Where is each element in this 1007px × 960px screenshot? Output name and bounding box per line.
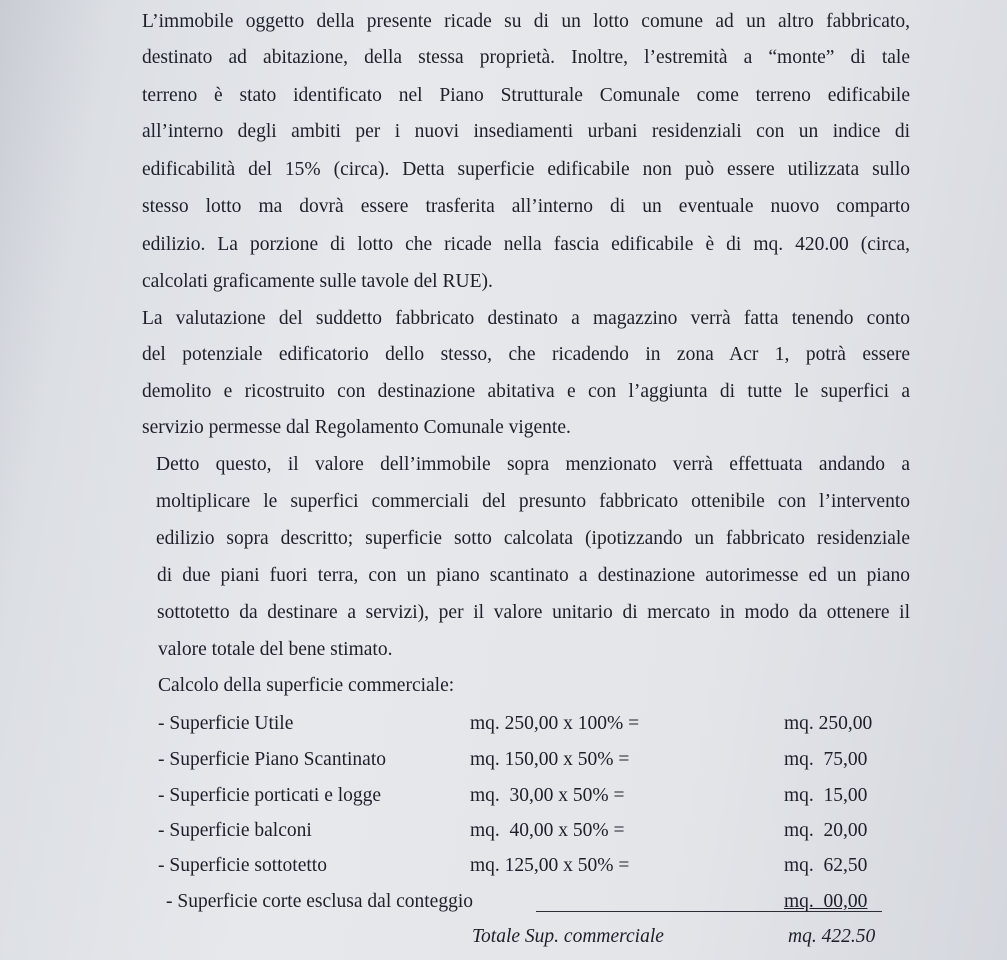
calc-row-label: - Superficie porticati e logge (158, 785, 382, 806)
paragraph-line: all’interno degli ambiti per i nuovi insediamenti urbani residenziali con un indice di (142, 121, 910, 142)
calc-row-result: mq. 250,00 (784, 713, 873, 734)
paragraph-line: valore totale del bene stimato. (158, 639, 393, 660)
paragraph-line: edilizio sopra descritto; superficie sotto calcolata (ipotizzando un fabbricato residenziale (156, 528, 910, 549)
paragraph-line: demolito e ricostruito con destinazione abitativa e con l’aggiunta di tutte le superfici a (142, 381, 910, 402)
paragraph-line: edificabilità del 15% (circa). Detta superficie edificabile non può essere utilizzata sullo (142, 159, 910, 180)
section-heading: Calcolo della superficie commerciale: (158, 675, 455, 696)
calc-row-formula: mq. 125,00 x 50% = (470, 855, 630, 876)
calc-row (158, 818, 898, 844)
total-row (158, 924, 898, 950)
paragraph-line: L’immobile oggetto della presente ricade su di un lotto comune ad un altro fabbricato, (142, 11, 910, 32)
calc-row-label: - Superficie Utile (158, 713, 294, 734)
excluded-row-label: - Superficie corte esclusa dal conteggio (166, 891, 474, 912)
paragraph-line: di due piani fuori terra, con un piano scantinato a destinazione autorimesse ed un piano (157, 565, 910, 586)
calc-row-formula: mq. 250,00 x 100% = (470, 713, 640, 734)
paragraph-line: sottotetto da destinare a servizi), per il valore unitario di mercato in modo da ottenere il (157, 602, 910, 623)
paragraph-line: stesso lotto ma dovrà essere trasferita all’interno di un eventuale nuovo comparto (142, 196, 910, 217)
total-row-result: mq. 422.50 (788, 926, 876, 947)
excluded-row-result: mq. 00,00 (784, 891, 868, 912)
paragraph-line: moltiplicare le superfici commerciali del presunto fabbricato ottenibile con l’intervento (156, 491, 910, 512)
calc-row-formula: mq. 150,00 x 50% = (470, 749, 630, 770)
calc-row-result: mq. 62,50 (784, 855, 868, 876)
calc-row-result: mq. 75,00 (784, 749, 868, 770)
calc-row-formula: mq. 40,00 x 50% = (470, 820, 625, 841)
calc-row-formula: mq. 30,00 x 50% = (470, 785, 625, 806)
calc-row (158, 853, 898, 879)
calc-row (158, 783, 898, 809)
calc-row (158, 711, 898, 737)
calc-row-label: - Superficie Piano Scantinato (158, 749, 386, 770)
paragraph-line: edilizio. La porzione di lotto che ricade nella fascia edificabile è di mq. 420.00 (circa, (142, 234, 910, 255)
total-row-label: Totale Sup. commerciale (472, 926, 664, 947)
calc-row-result: mq. 20,00 (784, 820, 868, 841)
calc-row-result: mq. 15,00 (784, 785, 868, 806)
paragraph-line: del potenziale edificatorio dello stesso, che ricadendo in zona Acr 1, potrà essere (142, 344, 910, 365)
excluded-row (158, 889, 898, 915)
paragraph-line: La valutazione del suddetto fabbricato destinato a magazzino verrà fatta tenendo conto (142, 308, 910, 329)
calc-row-label: - Superficie balconi (158, 820, 312, 841)
calc-row (158, 747, 898, 773)
paragraph-line: destinato ad abitazione, della stessa proprietà. Inoltre, l’estremità a “monte” di tale (142, 47, 910, 68)
paragraph-line: calcolati graficamente sulle tavole del RUE). (142, 271, 493, 292)
paragraph-line: Detto questo, il valore dell’immobile sopra menzionato verrà effettuata andando a (156, 454, 910, 475)
calc-row-label: - Superficie sottotetto (158, 855, 327, 876)
paragraph-line: servizio permesse dal Regolamento Comunale vigente. (142, 417, 571, 438)
paragraph-line: terreno è stato identificato nel Piano Strutturale Comunale come terreno edificabile (142, 85, 910, 106)
